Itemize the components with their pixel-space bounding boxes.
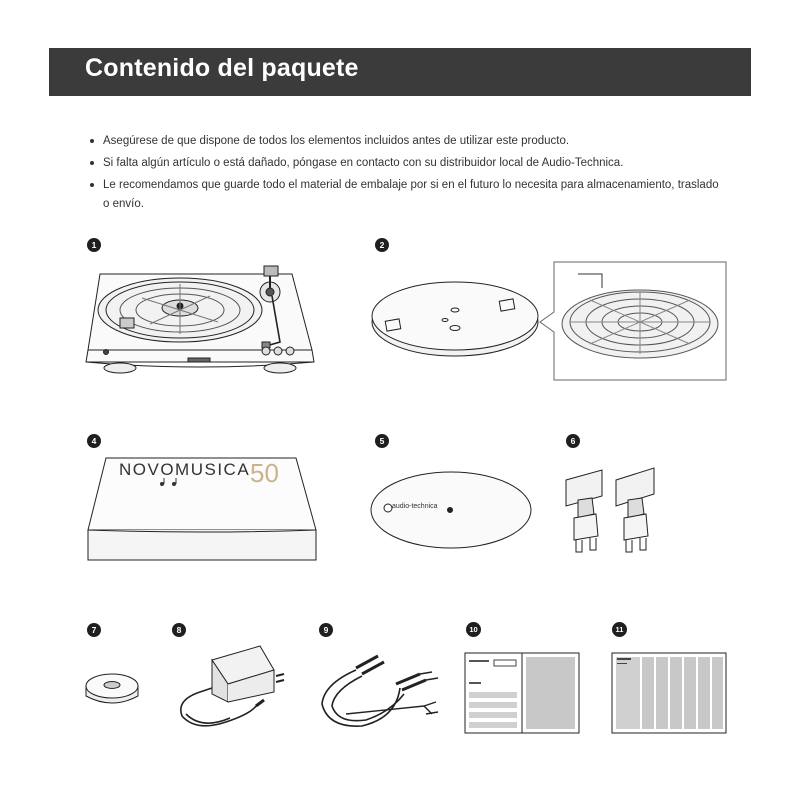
power-adapter-illustration <box>172 640 288 738</box>
felt-mat-illustration <box>370 470 532 550</box>
headshell-illustration <box>560 462 662 558</box>
list-item: Le recomendamos que guarde todo el material de embalaje por si en el futuro lo necesita para almacenamiento, traslado o envío. <box>88 176 728 214</box>
turntable-illustration <box>80 258 320 380</box>
manual-illustration <box>464 652 580 734</box>
page-title: Contenido del paquete <box>85 54 359 82</box>
bullet-icon <box>90 139 94 143</box>
item-number-1: 1 <box>87 238 101 252</box>
instructions-list <box>88 132 728 217</box>
list-item: Asegúrese de que dispone de todos los elementos incluidos antes de utilizar este producto. <box>88 132 728 151</box>
box-brand-logo: NOVOMUSICA <box>119 460 251 479</box>
rca-cable-illustration <box>316 644 446 740</box>
item-number-5: 5 <box>375 434 389 448</box>
rubber-mat-illustration <box>536 260 728 384</box>
item-number-10: 10 <box>466 622 481 637</box>
anniversary-logo: 50 <box>250 458 279 488</box>
page-header <box>49 48 751 96</box>
music-notes-icon <box>158 478 188 488</box>
adapter-illustration <box>84 670 140 710</box>
item-number-9: 9 <box>319 623 333 637</box>
bullet-icon <box>90 183 94 187</box>
item-number-7: 7 <box>87 623 101 637</box>
felt-mat-brand: audio-technica <box>392 503 438 510</box>
list-item: Si falta algún artículo o está dañado, póngase en contacto con su distribuidor local de Audio-Technica. <box>88 154 728 173</box>
bullet-icon <box>90 161 94 165</box>
platter-illustration <box>370 272 540 358</box>
item-number-11: 11 <box>612 622 627 637</box>
leaflet-illustration <box>611 652 727 734</box>
item-number-2: 2 <box>375 238 389 252</box>
item-number-6: 6 <box>566 434 580 448</box>
item-number-8: 8 <box>172 623 186 637</box>
item-number-4: 4 <box>87 434 101 448</box>
